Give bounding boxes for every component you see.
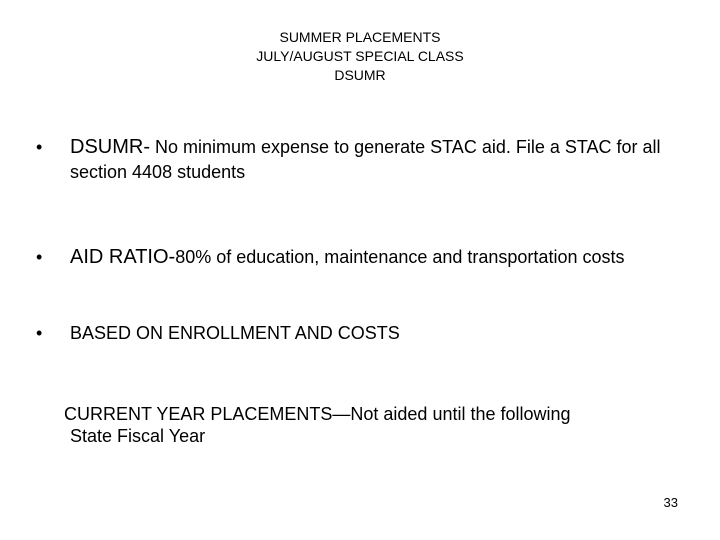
bullet-item-dsumr (36, 135, 686, 185)
note-line-2: State Fiscal Year (70, 426, 206, 446)
current-year-note (64, 403, 684, 447)
title-line-3: DSUMR (334, 67, 386, 83)
bullet-marker: • (36, 137, 43, 157)
bullet-text (70, 321, 686, 346)
page-number: 33 (663, 495, 678, 510)
bullet-detail: BASED ON ENROLLMENT AND COSTS (70, 323, 400, 343)
bullet-marker: • (36, 323, 43, 343)
bullet-lead: AID RATIO- (70, 246, 176, 268)
bullet-item-enrollment (36, 321, 686, 346)
bullet-lead: DSUMR- (70, 136, 150, 158)
title-line-2: JULY/AUGUST SPECIAL CLASS (256, 48, 464, 64)
note-line-1: CURRENT YEAR PLACEMENTS—Not aided until the following (64, 404, 571, 424)
bullet-detail: 80% of education, maintenance and transportation costs (175, 247, 625, 267)
title-line-1: SUMMER PLACEMENTS (279, 29, 441, 45)
slide-title (0, 28, 720, 85)
bullet-marker: • (36, 247, 43, 267)
bullet-text (70, 245, 686, 270)
bullet-item-aid-ratio (36, 245, 686, 270)
bullet-text (70, 135, 686, 185)
bullet-detail: No minimum expense to generate STAC aid. File a STAC for all section 4408 students (70, 137, 661, 182)
